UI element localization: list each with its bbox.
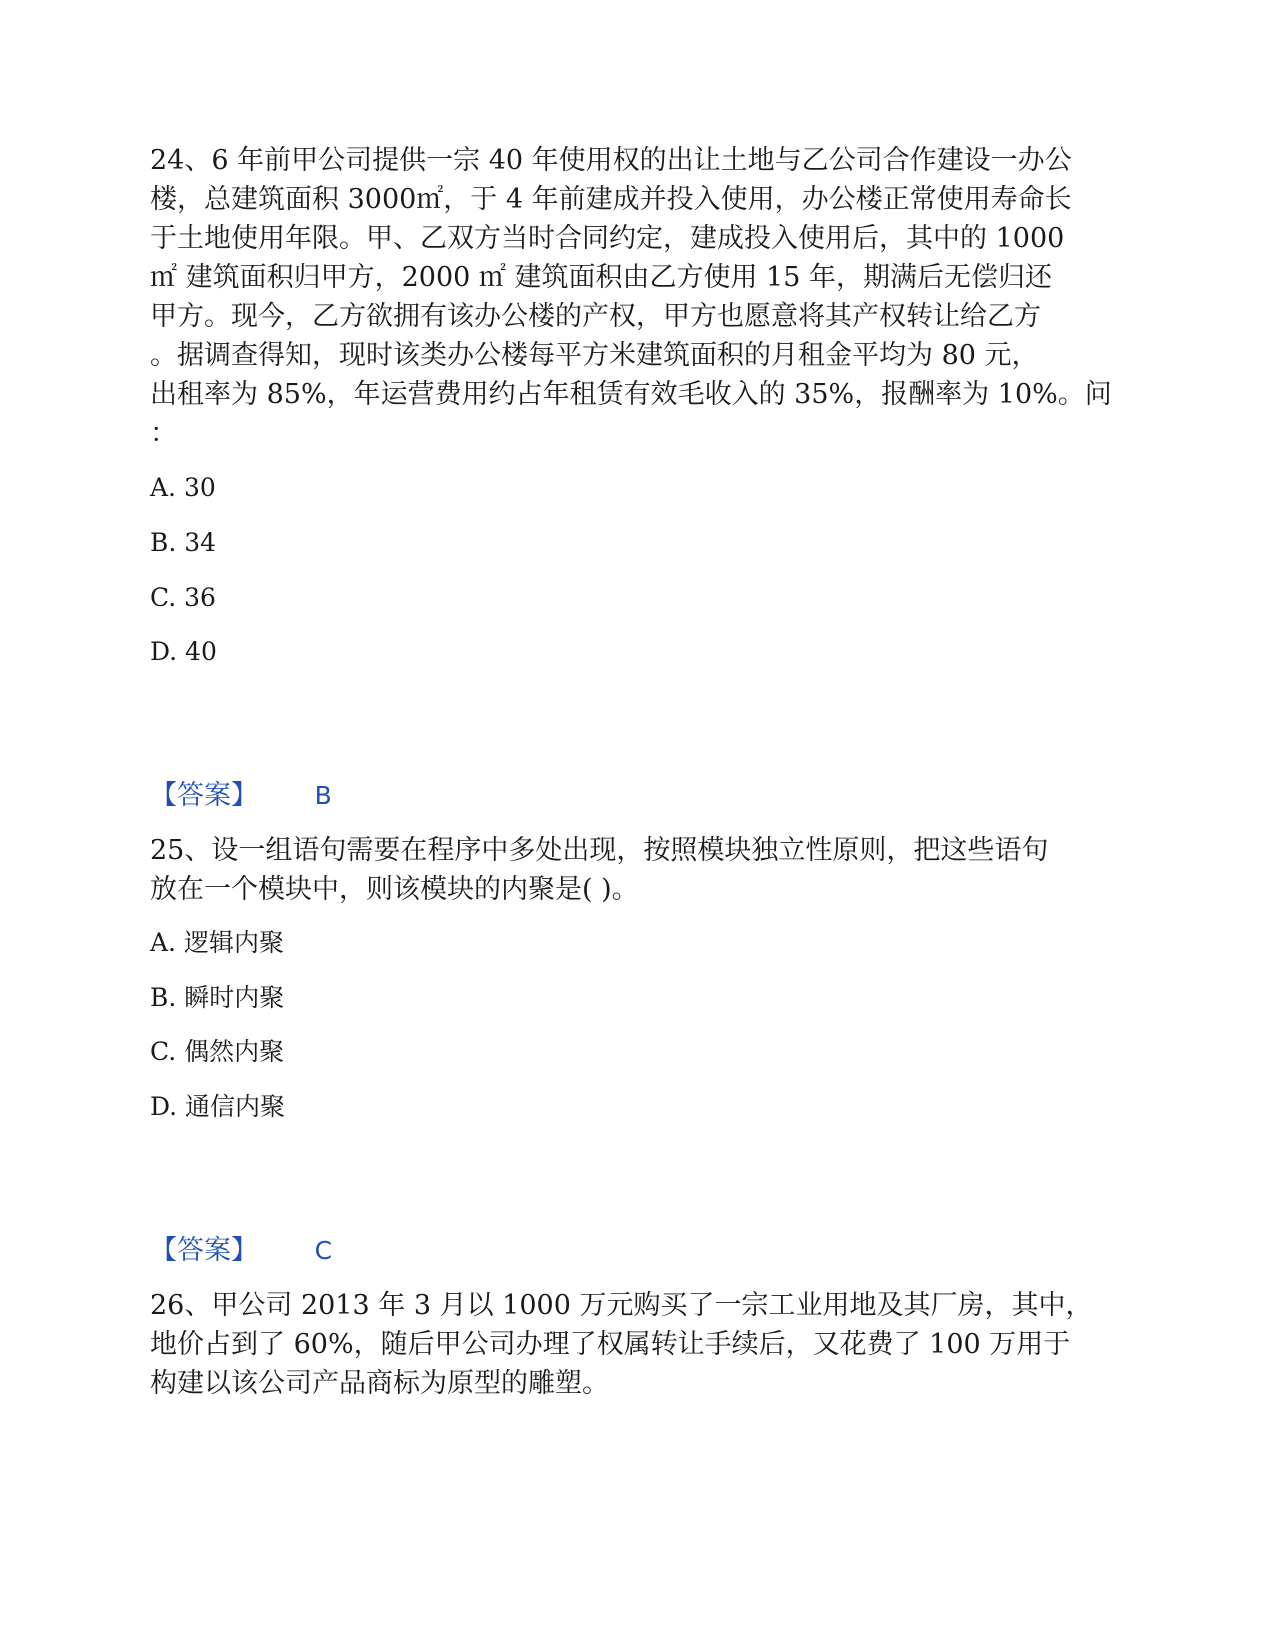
question-25-line-1: 25、设一组语句需要在程序中多处出现，按照模块独立性原则，把这些语句 <box>150 835 1049 866</box>
question-26-line-1: 26、甲公司 2013 年 3 月以 1000 万元购买了一宗工业用地及其厂房，其中， <box>150 1290 1093 1321</box>
question-24-option-a: A. 30 <box>150 473 216 502</box>
question-24-option-c: C. 36 <box>150 583 216 612</box>
question-25-option-b: B. 瞬时内聚 <box>150 983 285 1012</box>
question-25-line-2: 放在一个模块中，则该模块的内聚是( )。 <box>150 874 639 905</box>
question-25-option-c: C. 偶然内聚 <box>150 1037 285 1066</box>
question-25-answer <box>150 1231 332 1271</box>
question-24-line-1: 24、6 年前甲公司提供一宗 40 年使用权的出让土地与乙公司合作建设一办公 <box>150 145 1072 176</box>
question-24-option-b: B. 34 <box>150 528 217 557</box>
question-25-option-a: A. 逻辑内聚 <box>150 928 284 957</box>
question-24-line-3: 于土地使用年限。甲、乙双方当时合同约定，建成投入使用后，其中的 1000 <box>150 223 1065 254</box>
question-24-line-7: 出租率为 85%，年运营费用约占年租赁有效毛收入的 35%，报酬率为 10%。问 <box>150 379 1112 410</box>
question-26-line-3: 构建以该公司产品商标为原型的雕塑。 <box>150 1368 609 1399</box>
question-24-line-6: 。据调查得知，现时该类办公楼每平方米建筑面积的月租金平均为 80 元， <box>150 340 1039 371</box>
question-25-option-d: D. 通信内聚 <box>150 1092 286 1121</box>
question-24-answer <box>150 776 332 816</box>
answer-label: 【答案】 <box>150 780 258 811</box>
answer-label: 【答案】 <box>150 1235 258 1266</box>
question-24-line-8: ： <box>150 418 177 449</box>
answer-value: C <box>314 1236 333 1265</box>
question-24-option-d: D. 40 <box>150 637 217 666</box>
answer-value: B <box>314 781 332 810</box>
question-24-line-4: ㎡ 建筑面积归甲方，2000 ㎡ 建筑面积由乙方使用 15 年，期满后无偿归还 <box>150 262 1052 293</box>
question-24-line-5: 甲方。现今，乙方欲拥有该办公楼的产权，甲方也愿意将其产权转让给乙方 <box>150 301 1041 332</box>
question-24-line-2: 楼，总建筑面积 3000㎡，于 4 年前建成并投入使用，办公楼正常使用寿命长 <box>150 184 1072 215</box>
question-26-line-2: 地价占到了 60%，随后甲公司办理了权属转让手续后，又花费了 100 万用于 <box>150 1329 1071 1360</box>
